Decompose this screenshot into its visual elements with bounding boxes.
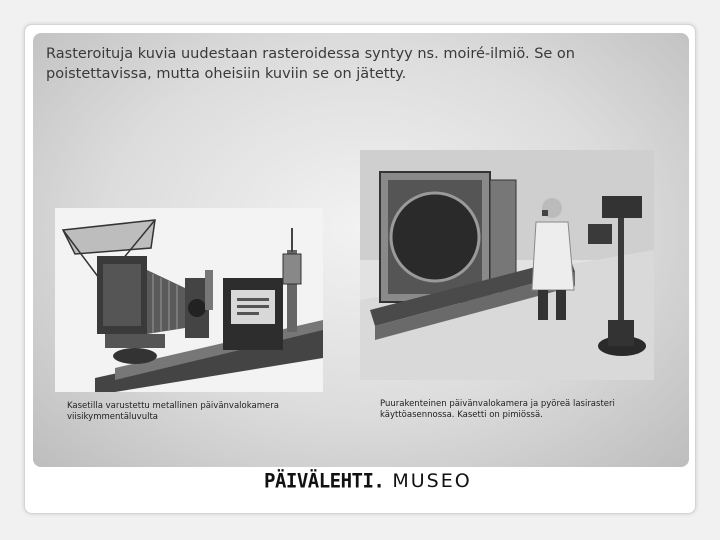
caption-right: Puurakenteinen päivänvalokamera ja pyöreä lasirasteri käyttöasennossa. Kasetti on pimiössä. — [380, 399, 615, 420]
photo-wooden-camera — [360, 150, 654, 380]
logo-brand: PÄIVÄLEHTI. — [264, 469, 385, 493]
logo-suffix: MUSEO — [392, 470, 472, 492]
photo-metal-camera — [55, 208, 323, 392]
paivalehti-museo-logo — [264, 470, 472, 496]
caption-left: Kasetilla varustettu metallinen päivänvalokamera viisikymmentäluvulta — [67, 401, 279, 422]
intro-text: Rasteroituja kuvia uudestaan rasteroidessa syntyy ns. moiré-ilmiö. Se on poistettavissa, mutta oheisiin kuviin se on jätetty. — [46, 46, 575, 82]
